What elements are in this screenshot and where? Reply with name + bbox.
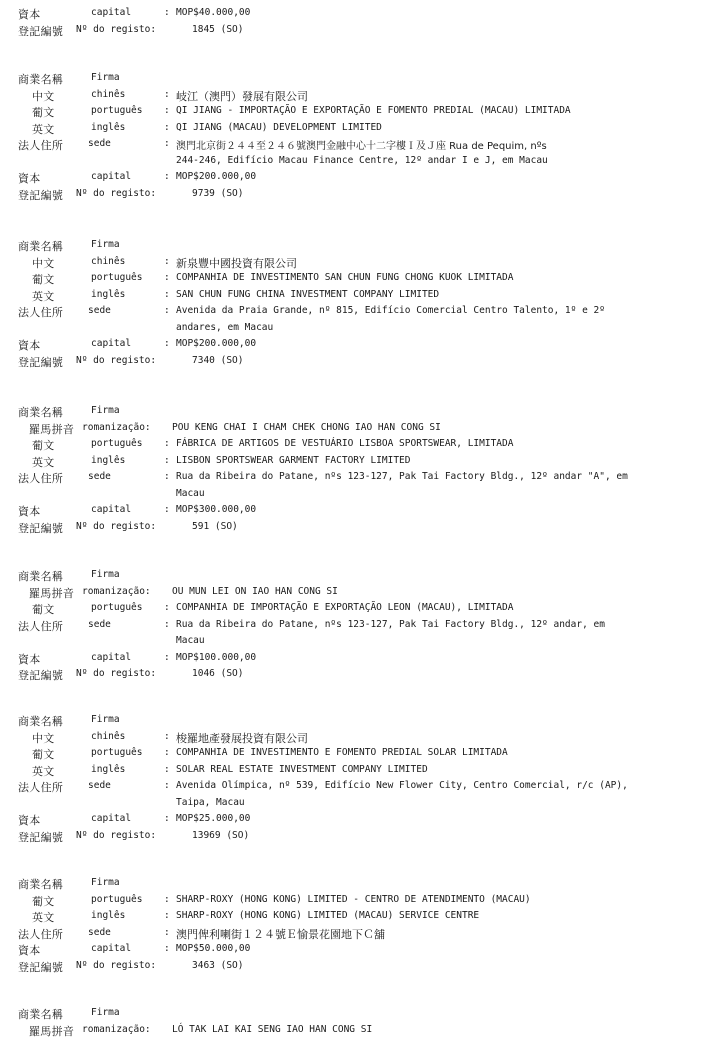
record-row [0,568,727,585]
capital-value: MOP$200.000,00 [176,171,257,182]
field-value: COMPANHIA DE INVESTIMENTO SAN CHUN FUNG CHONG KUOK LIMITADA [176,272,514,283]
record-row [0,651,727,668]
registration-record [0,404,727,536]
field-label-portuguese: português [91,105,143,116]
field-label-chinese: 商業名稱 [18,878,64,891]
field-label-portuguese: sede [88,780,111,791]
record-row [0,618,727,635]
record-row [0,88,727,105]
colon-separator: : [164,926,170,938]
registration-number: 13969 (SO) [192,829,250,841]
field-label-chinese: 登記編號 [18,355,64,369]
field-label-chinese: 登記編號 [18,188,64,202]
field-label-chinese: 資本 [18,814,41,827]
field-label-portuguese: inglês [91,288,126,300]
colon-separator: : [164,780,170,791]
record-row [0,585,727,602]
field-label-portuguese: inglês [91,454,126,466]
colon-separator: : [164,504,170,515]
colon-separator: : [164,651,170,663]
field-label-chinese: 法人住所 [18,306,64,319]
field-value-continuation: Taipa, Macau [176,796,245,808]
colon-separator: : [164,454,170,466]
field-label-portuguese: capital [91,813,132,824]
colon-separator: : [164,171,170,182]
field-label-chinese: 英文 [32,764,55,778]
record-row [0,829,727,846]
field-value-continuation: Macau [176,635,205,646]
field-label-chinese: 葡文 [32,106,55,119]
field-label-chinese: 資本 [18,944,41,957]
field-label-chinese: 葡文 [32,273,55,286]
field-value: COMPANHIA DE IMPORTAÇÃO E EXPORTAÇÃO LEON (MACAU), LIMITADA [176,602,514,613]
field-value: 澳門北京街２４４至２４６號澳門金融中心十二字樓Ｉ及Ｊ座 Rua de Pequim, nºs [176,141,547,152]
record-row [0,909,727,926]
colon-separator: : [164,618,170,630]
record-row [0,304,727,321]
field-label-chinese: 中文 [32,256,55,270]
record-row [0,71,727,88]
field-value: 新泉豐中國投資有限公司 [176,256,297,270]
record-row [0,893,727,910]
field-value: OU MUN LEI ON IAO HAN CONG SI [172,585,338,597]
field-label-portuguese: Firma [91,569,120,580]
record-row [0,1006,727,1023]
record-row [0,470,727,487]
field-label-chinese: 英文 [32,911,55,924]
registration-number: 3463 (SO) [192,959,244,971]
field-label-portuguese: Firma [91,239,120,250]
colon-separator: : [164,305,170,316]
field-label-portuguese: português [91,747,143,758]
field-label-portuguese: capital [91,504,132,515]
field-label-chinese: 中文 [32,731,55,745]
field-label-chinese: 葡文 [32,603,55,616]
field-label-chinese: 登記編號 [18,669,64,682]
field-label-chinese: 羅馬拼音 [29,1024,75,1038]
record-row [0,667,727,684]
field-value: QI JIANG (MACAU) DEVELOPMENT LIMITED [176,121,382,133]
colon-separator: : [164,602,170,613]
colon-separator: : [164,338,170,349]
field-label-chinese: 羅馬拼音 [29,586,75,600]
field-label-chinese: 法人住所 [18,927,64,941]
record-row-continuation [0,634,727,651]
field-label-chinese: 葡文 [32,748,55,761]
colon-separator: : [164,813,170,824]
colon-separator: : [164,747,170,758]
record-row [0,730,727,747]
field-label-portuguese: Nº do registo: [76,354,157,366]
record-row [0,288,727,305]
record-row [0,763,727,780]
field-label-chinese: 中文 [32,89,55,103]
record-row-continuation [0,796,727,813]
field-label-portuguese: Firma [91,72,120,83]
field-label-portuguese: Firma [91,405,120,416]
field-label-portuguese: português [91,272,143,283]
field-label-portuguese: Nº do registo: [76,23,157,35]
record-row [0,354,727,371]
field-label-chinese: 英文 [32,122,55,136]
field-label-chinese: 羅馬拼音 [29,422,75,436]
field-label-portuguese: sede [88,926,111,938]
record-row-continuation [0,487,727,504]
field-label-portuguese: capital [91,7,132,18]
colon-separator: : [164,910,170,921]
field-label-chinese: 登記編號 [18,24,64,38]
colon-separator: : [164,105,170,116]
registration-number: 7340 (SO) [192,354,244,366]
registration-number: 9739 (SO) [192,187,244,199]
record-row [0,1023,727,1040]
field-value: SHARP-ROXY (HONG KONG) LIMITED - CENTRO DE ATENDIMENTO (MACAU) [176,893,531,905]
record-row [0,337,727,354]
record-row [0,713,727,730]
record-row-continuation [0,321,727,338]
colon-separator: : [164,438,170,449]
field-label-chinese: 商業名稱 [18,406,64,419]
record-row [0,942,727,959]
field-label-portuguese: português [91,893,143,905]
field-label-portuguese: Firma [91,877,120,888]
field-label-portuguese: romanização: [82,585,151,597]
record-row [0,454,727,471]
field-value-continuation: andares, em Macau [176,321,274,333]
field-label-chinese: 資本 [18,339,41,352]
field-label-portuguese: capital [91,651,132,663]
field-label-portuguese: português [91,602,143,613]
record-row [0,187,727,204]
colon-separator: : [164,138,170,149]
registration-number: 591 (SO) [192,520,238,532]
field-label-chinese: 葡文 [32,894,55,908]
colon-separator: : [164,88,170,100]
field-label-portuguese: sede [88,138,111,149]
field-label-portuguese: Nº do registo: [76,187,157,199]
record-row [0,421,727,438]
field-value: COMPANHIA DE INVESTIMENTO E FOMENTO PREDIAL SOLAR LIMITADA [176,747,508,758]
field-label-portuguese: português [91,438,143,449]
field-label-portuguese: sede [88,471,111,482]
field-label-portuguese: chinês [91,255,126,267]
record-row [0,404,727,421]
capital-value: MOP$40.000,00 [176,7,251,18]
field-label-chinese: 法人住所 [18,472,64,485]
record-row [0,437,727,454]
field-label-chinese: 商業名稱 [18,715,64,728]
field-label-chinese: 英文 [32,289,55,303]
colon-separator: : [164,893,170,905]
record-row [0,601,727,618]
registration-number: 1845 (SO) [192,23,244,35]
field-label-chinese: 法人住所 [18,139,64,152]
field-label-chinese: 法人住所 [18,781,64,794]
colon-separator: : [164,471,170,482]
registration-record [0,6,727,39]
field-label-portuguese: chinês [91,730,126,742]
field-value: LISBON SPORTSWEAR GARMENT FACTORY LIMITED [176,454,411,466]
field-label-portuguese: chinês [91,88,126,100]
field-value: 梭羅地產發展投資有限公司 [176,731,308,745]
field-value: Avenida da Praia Grande, nº 815, Edifício Comercial Centro Talento, 1º e 2º [176,305,605,316]
registration-record [0,238,727,370]
record-row [0,238,727,255]
field-label-portuguese: Nº do registo: [76,829,157,841]
record-row [0,23,727,40]
colon-separator: : [164,943,170,954]
record-row [0,779,727,796]
field-label-chinese: 商業名稱 [18,570,64,583]
field-label-chinese: 商業名稱 [18,73,64,86]
field-label-portuguese: capital [91,338,132,349]
record-row-continuation [0,154,727,171]
capital-value: MOP$300.000,00 [176,504,257,515]
field-value: FÁBRICA DE ARTIGOS DE VESTUÁRIO LISBOA SPORTSWEAR, LIMITADA [176,438,514,449]
field-label-chinese: 資本 [18,505,41,518]
field-value: Rua da Ribeira do Patane, nºs 123-127, Pak Tai Factory Bldg., 12º andar, em [176,618,605,630]
field-label-portuguese: Nº do registo: [76,668,157,679]
record-row [0,255,727,272]
field-value: LÓ TAK LAI KAI SENG IAO HAN CONG SI [172,1023,373,1035]
colon-separator: : [164,763,170,775]
field-value: SOLAR REAL ESTATE INVESTMENT COMPANY LIMITED [176,763,428,775]
record-row [0,959,727,976]
record-row [0,926,727,943]
field-label-portuguese: inglês [91,763,126,775]
field-label-portuguese: Firma [91,1007,120,1018]
field-value: Avenida Olímpica, nº 539, Edifício New Flower City, Centro Comercial, r/c (AP), [176,780,628,791]
field-label-portuguese: capital [91,171,132,182]
field-value: Rua da Ribeira do Patane, nºs 123-127, Pak Tai Factory Bldg., 12º andar "A", em [176,471,628,482]
colon-separator: : [164,121,170,133]
field-label-chinese: 資本 [18,172,41,185]
field-label-portuguese: inglês [91,121,126,133]
record-row [0,271,727,288]
capital-value: MOP$50.000,00 [176,943,251,954]
capital-value: MOP$100.000,00 [176,651,257,663]
colon-separator: : [164,7,170,18]
capital-value: MOP$200.000,00 [176,338,257,349]
field-label-chinese: 商業名稱 [18,240,64,253]
field-label-portuguese: capital [91,943,132,954]
registration-record [0,876,727,975]
field-value-continuation: Macau [176,487,205,499]
colon-separator: : [164,730,170,742]
record-row [0,121,727,138]
registration-number: 1046 (SO) [192,668,244,679]
field-value: SAN CHUN FUNG CHINA INVESTMENT COMPANY LIMITED [176,288,440,300]
record-row [0,170,727,187]
field-value-continuation: 244-246, Edifício Macau Finance Centre, 12º andar I e J, em Macau [176,154,548,166]
colon-separator: : [164,272,170,283]
capital-value: MOP$25.000,00 [176,813,251,824]
record-row [0,104,727,121]
colon-separator: : [164,255,170,267]
field-value: POU KENG CHAI I CHAM CHEK CHONG IAO HAN CONG SI [172,421,441,433]
registration-record [0,568,727,684]
field-label-chinese: 英文 [32,455,55,469]
field-label-portuguese: romanização: [82,1023,151,1035]
record-row [0,520,727,537]
registration-record [0,713,727,845]
record-row [0,6,727,23]
field-label-chinese: 登記編號 [18,960,64,974]
field-label-chinese: 登記編號 [18,830,64,844]
field-label-chinese: 登記編號 [18,521,64,535]
record-row [0,812,727,829]
field-value: 岐江（澳門）發展有限公司 [176,89,308,103]
record-row [0,137,727,154]
field-label-portuguese: sede [88,618,111,630]
field-label-portuguese: Nº do registo: [76,520,157,532]
field-label-portuguese: Nº do registo: [76,959,157,971]
field-value: QI JIANG - IMPORTAÇÃO E EXPORTAÇÃO E FOMENTO PREDIAL (MACAU) LIMITADA [176,105,571,116]
record-row [0,503,727,520]
colon-separator: : [164,288,170,300]
field-value: 澳門俾利喇街１２４號Ｅ愉景花園地下Ｃ舖 [176,927,385,941]
field-label-portuguese: Firma [91,714,120,725]
record-row [0,876,727,893]
field-label-chinese: 商業名稱 [18,1008,64,1021]
field-label-portuguese: romanização: [82,421,151,433]
field-label-chinese: 法人住所 [18,619,64,633]
field-label-portuguese: sede [88,305,111,316]
field-label-chinese: 資本 [18,8,41,21]
registration-record [0,71,727,203]
record-row [0,746,727,763]
field-label-chinese: 資本 [18,652,41,666]
field-label-chinese: 葡文 [32,439,55,452]
field-value: SHARP-ROXY (HONG KONG) LIMITED (MACAU) SERVICE CENTRE [176,910,480,921]
registration-record [0,1006,727,1039]
field-label-portuguese: inglês [91,910,126,921]
